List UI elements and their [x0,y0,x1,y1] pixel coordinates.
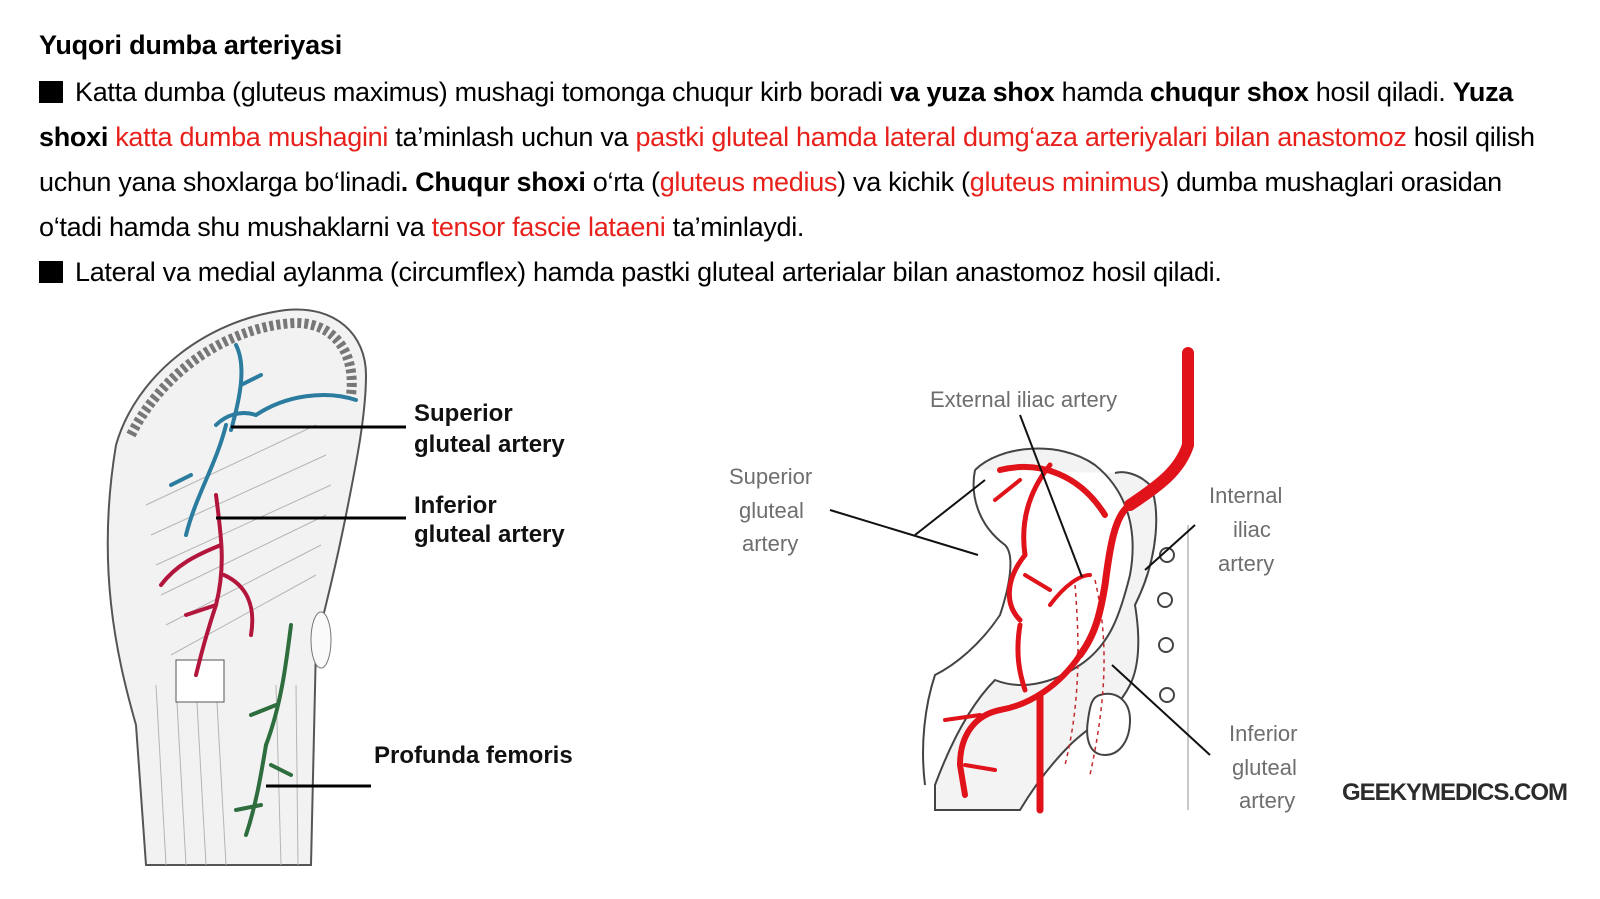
text-run-bold: . Chuqur shoxi [400,167,586,197]
text-run: Lateral va medial aylanma (circumflex) hamda pastki gluteal arterialar bilan anastomoz hosil qiladi. [75,257,1222,287]
obturator-foramen [1087,694,1130,755]
text-run-red: gluteus minimus [969,167,1161,197]
paragraph-2 [39,250,1569,295]
label-inferior-2: gluteal [1232,755,1297,780]
text-run-red: tensor fascie lataeni [431,212,666,242]
label-internal-3: artery [1218,551,1275,576]
label-internal-2: iliac [1233,517,1271,542]
text-run: ) va kichik ( [837,167,970,197]
label-profunda: Profunda femoris [374,742,573,769]
sacral-foramina [1158,548,1174,702]
text-run: ta’minlash uchun va [388,122,636,152]
text-run: Katta dumba (gluteus maximus) mushagi tomonga chuqur kirb boradi [75,77,890,107]
gluteal-region-illustration [76,305,616,880]
label-superior-1: Superior [414,400,513,427]
brand-watermark: GEEKYMEDICS.COM [1342,779,1568,806]
text-run: o‘rta ( [585,167,660,197]
gluteal-region-drawing [76,305,616,880]
label-inferior-3: artery [1239,788,1296,813]
text-run-bold: chuqur shox [1149,77,1309,107]
label-superior-2: gluteal [739,498,804,523]
paragraph-1 [39,70,1569,250]
bullet-icon [39,81,63,103]
label-superior-1: Superior [729,464,813,489]
text-run: ta’minlaydi. [665,212,805,242]
text-run-red: gluteus medius [659,167,838,197]
text-run-red: katta dumba mushagini [115,122,389,152]
pelvic-bone [935,449,1156,810]
pelvic-arteries-illustration [720,345,1568,835]
pelvic-arteries-drawing [720,345,1568,835]
label-inferior-2: gluteal artery [414,521,565,548]
label-superior-3: artery [742,531,799,556]
text-run-bold: Yuza shoxi [39,77,1514,152]
nerve-patch [311,612,331,668]
label-external-iliac: External iliac artery [930,387,1118,412]
text-run: hamda [1054,77,1150,107]
text-run: hosil qilish uchun yana shoxlarga bo‘linadi [39,122,1535,197]
label-inferior-1: Inferior [414,492,497,519]
label-superior-2: gluteal artery [414,431,565,458]
text-run-red: pastki gluteal hamda lateral dumg‘aza arteriyalari bilan anastomoz [635,122,1407,152]
label-inferior-1: Inferior [1229,721,1298,746]
text-run-bold: va yuza shox [889,77,1055,107]
slide-title: Yuqori dumba arteriyasi [39,30,342,60]
text-run: hosil qiladi. [1308,77,1453,107]
text-run: ) dumba mushaglari orasidan o‘tadi hamda shu mushaklarni va [39,167,1502,242]
label-internal-1: Internal [1209,483,1283,508]
ilium-outline [108,309,366,865]
bullet-icon [39,261,63,283]
body-text [39,70,1569,295]
